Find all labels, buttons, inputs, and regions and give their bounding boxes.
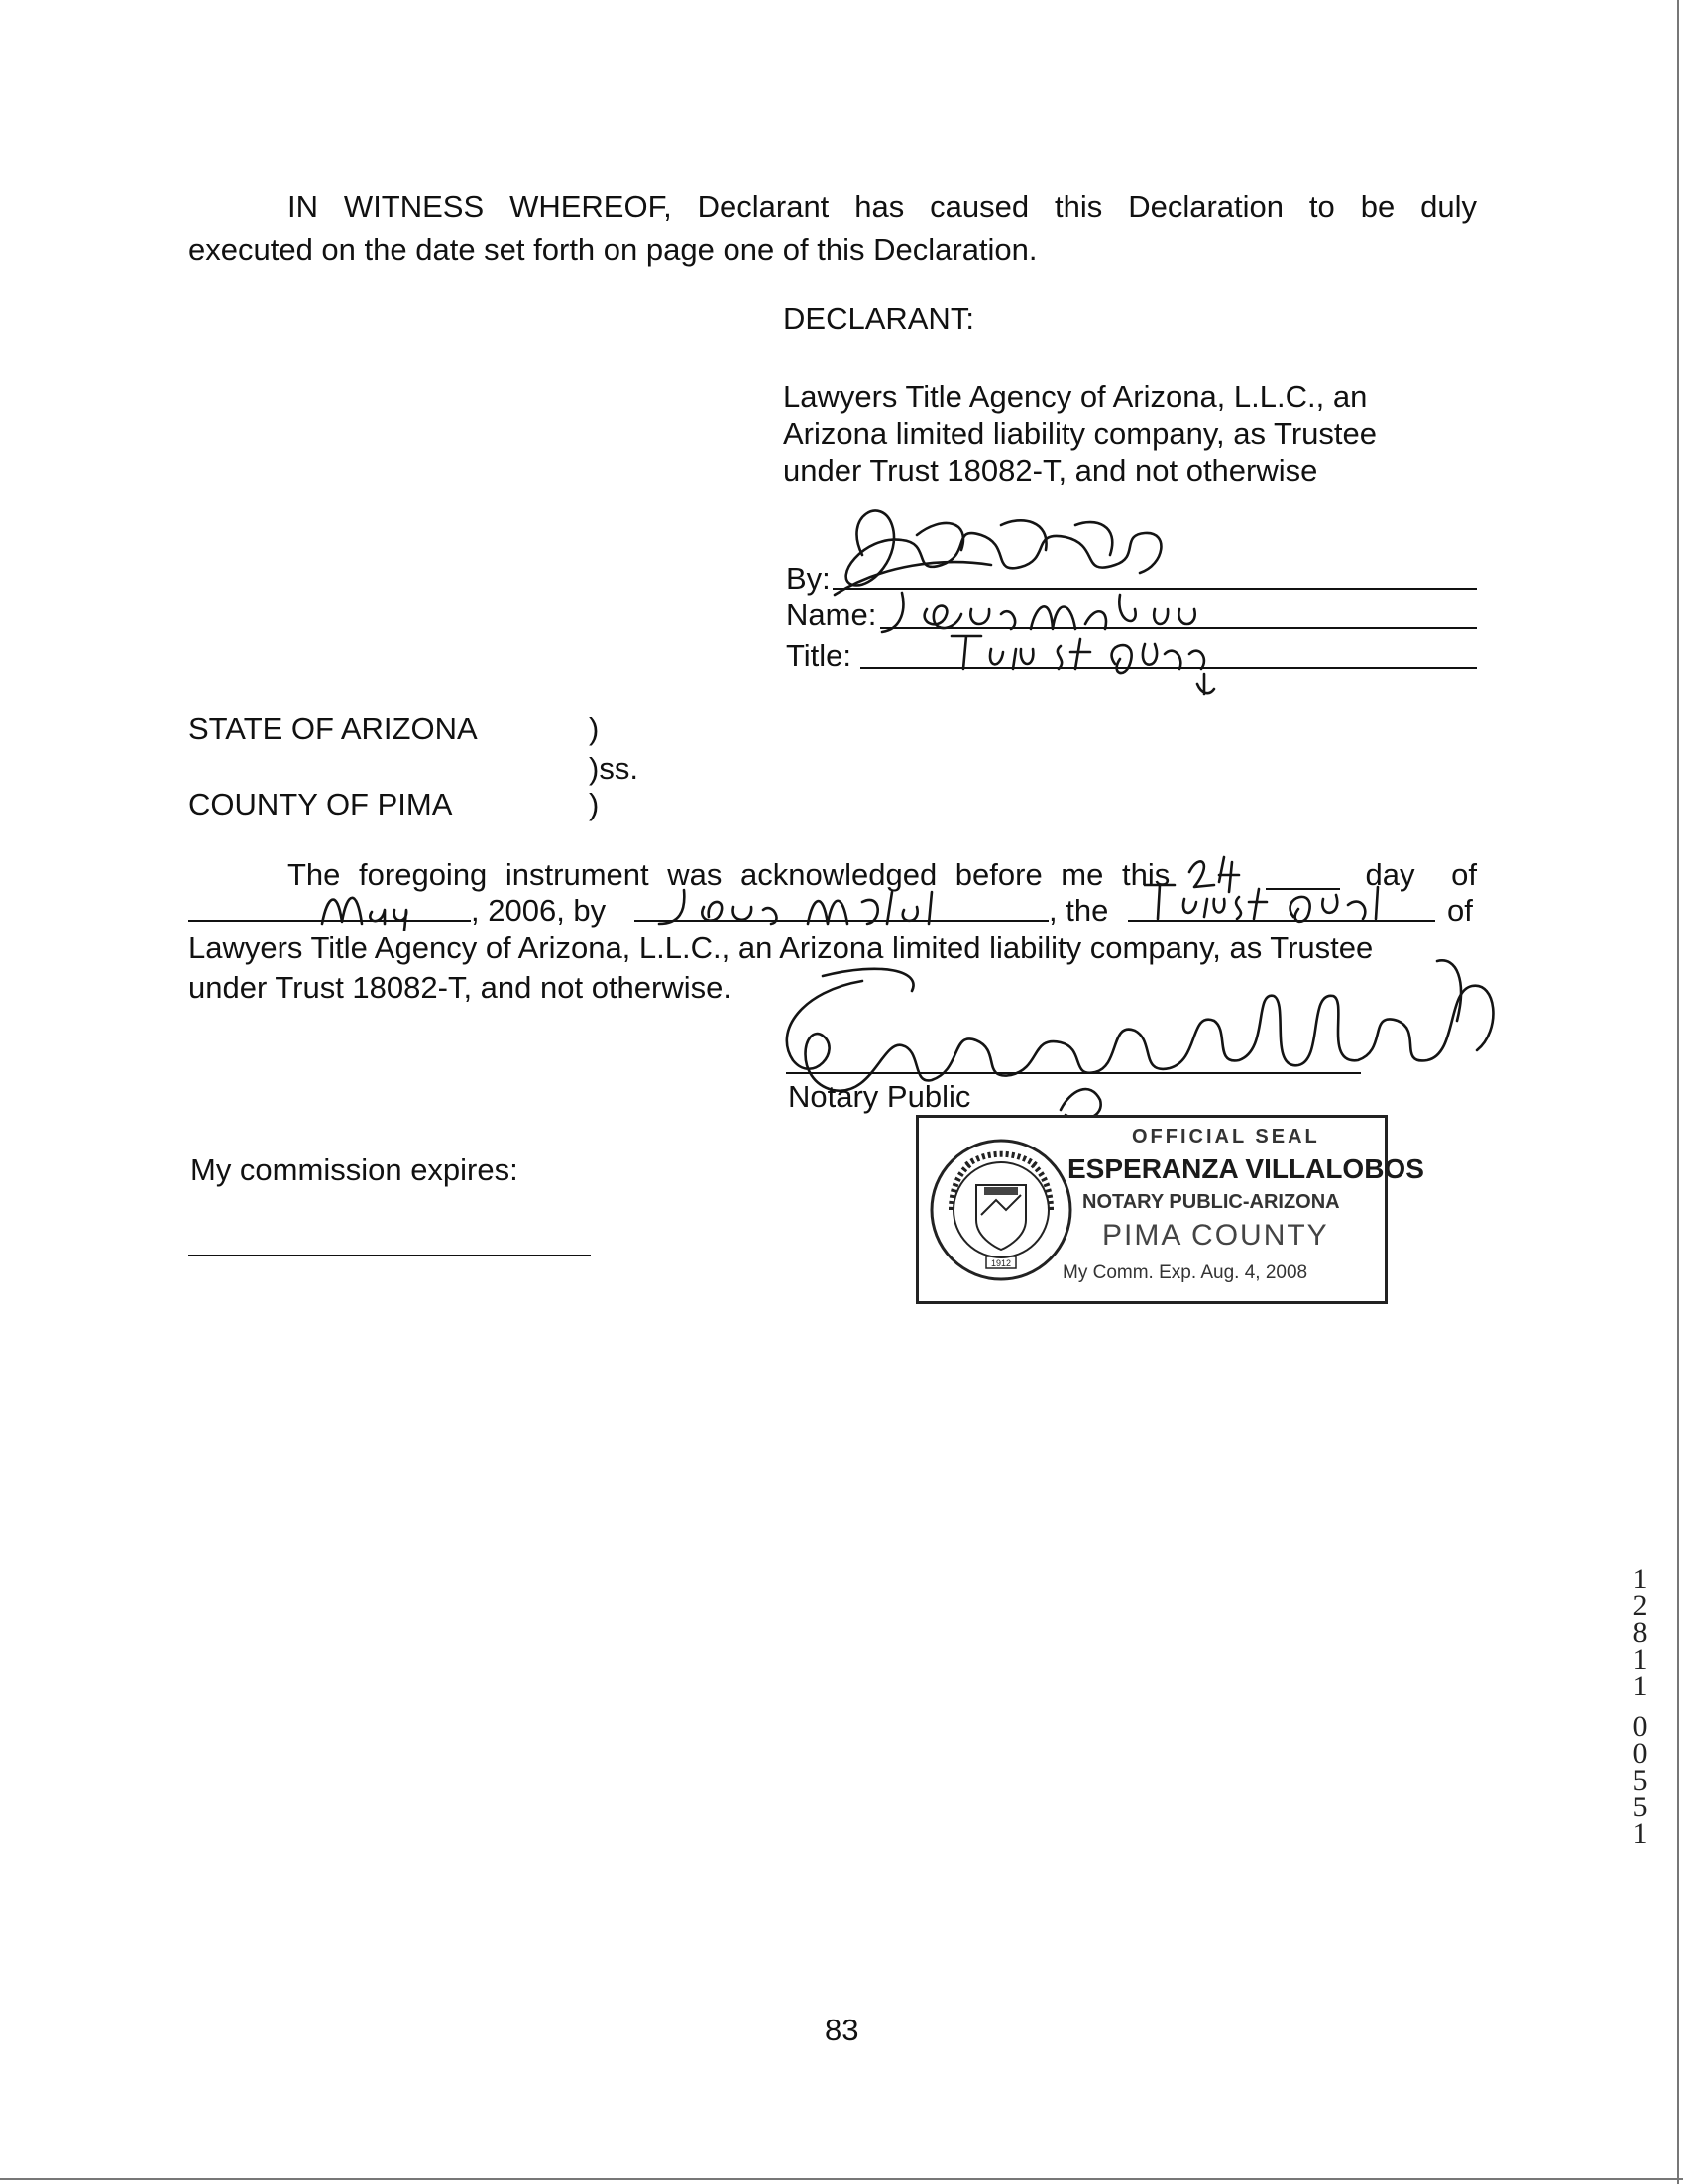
notary-seal-stamp: [916, 1115, 1424, 1304]
venue-ss: )ss.: [589, 751, 638, 786]
witness-line-1: IN WITNESS WHEREOF, Declarant has caused this Declaration to be duly: [287, 189, 1477, 224]
notary-signature-line: [786, 1072, 1361, 1074]
seal-line-2: ESPERANZA VILLALOBOS: [1067, 1153, 1424, 1184]
scan-edge-right: [1677, 0, 1679, 2184]
seal-line-3: NOTARY PUBLIC-ARIZONA: [1082, 1191, 1340, 1213]
svg-text:1912: 1912: [990, 1258, 1012, 1268]
state-label: STATE OF ARIZONA: [188, 711, 478, 746]
ack-of: of: [1447, 893, 1473, 928]
ack-month-handwriting: [317, 882, 436, 931]
ack-line-4: under Trust 18082-T, and not otherwise.: [188, 970, 731, 1005]
declarant-entity-line-3: under Trust 18082-T, and not otherwise: [783, 453, 1318, 488]
by-label: By:: [786, 561, 831, 596]
ack-year-by: , 2006, by: [471, 893, 607, 928]
ack-line-3: Lawyers Title Agency of Arizona, L.L.C., an Arizona limited liability company, as Trustee: [188, 930, 1374, 965]
seal-line-1: OFFICIAL SEAL: [1132, 1126, 1320, 1147]
name-label: Name:: [786, 598, 877, 632]
declarant-heading: DECLARANT:: [783, 301, 974, 336]
side-recording-stamp: 1 2 8 1 1 0 0 5 5 1: [1632, 1563, 1648, 1850]
declarant-entity-line-2: Arizona limited liability company, as Trustee: [783, 416, 1378, 451]
ack-p1-text: The foregoing instrument was acknowledged before me this: [287, 857, 1171, 892]
title-handwritten-signature: [942, 624, 1239, 699]
seal-line-5: My Comm. Exp. Aug. 4, 2008: [1063, 1262, 1308, 1283]
page-number: 83: [825, 2013, 859, 2047]
ack-title-handwriting: [1140, 877, 1398, 927]
title-label: Title:: [786, 638, 852, 673]
great-seal-emblem: [927, 1136, 1075, 1284]
venue-paren-1: ): [589, 711, 600, 746]
ack-p1-end: day of: [1365, 857, 1477, 892]
ack-the: , the: [1049, 893, 1109, 928]
witness-line-2: executed on the date set forth on page one of this Declaration.: [188, 232, 1038, 267]
commission-expiry-line: [188, 1255, 591, 1256]
seal-line-4: PIMA COUNTY: [1102, 1219, 1329, 1252]
commission-label: My commission expires:: [190, 1152, 518, 1187]
declarant-entity-line-1: Lawyers Title Agency of Arizona, L.L.C., an: [783, 380, 1368, 414]
venue-paren-2: ): [589, 787, 600, 821]
scan-edge-bottom: [0, 2178, 1683, 2180]
notary-label: Notary Public: [788, 1079, 971, 1114]
ack-name-handwriting: [644, 882, 1001, 931]
county-label: COUNTY OF PIMA: [188, 787, 453, 821]
